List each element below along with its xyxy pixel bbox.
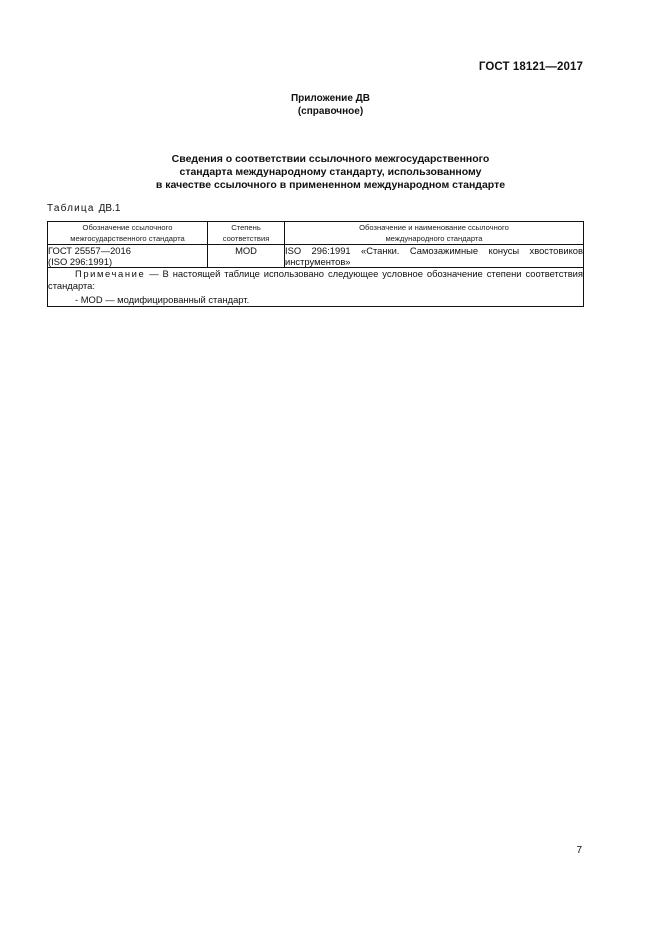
standard-iso-equivalent: (ISO 296:1991): [48, 256, 113, 267]
cell-referenced-standard: [48, 245, 208, 268]
annex-subtitle: (справочное): [297, 106, 364, 117]
column-header-international-standard: [285, 222, 584, 245]
annex-title: Приложение ДВ: [290, 93, 371, 104]
document-code: ГОСТ 18121—2017: [478, 61, 583, 73]
note-text: — В настоящей таблице использовано следующее условное обозначение степени соответствия стандарта:: [48, 268, 583, 291]
column-header-line: Обозначение ссылочного: [82, 223, 173, 232]
annex-heading: [0, 92, 661, 118]
page-number: 7: [576, 845, 582, 856]
column-header-line: Обозначение и наименование ссылочного: [359, 223, 509, 232]
table-caption-label: Таблица: [47, 203, 95, 214]
note-label: Примечание: [75, 268, 146, 279]
note-paragraph: [48, 268, 583, 292]
table-caption: [47, 203, 120, 214]
table-note: [48, 268, 584, 307]
table-caption-number: ДВ.1: [98, 203, 121, 214]
section-title-line-3: в качестве ссылочного в примененном международном стандарте: [155, 179, 506, 191]
table-row: [48, 245, 584, 268]
standard-designation: ГОСТ 25557—2016: [48, 245, 131, 256]
column-header-degree: [208, 222, 285, 245]
column-header-referenced-standard: [48, 222, 208, 245]
note-list-item: - MOD — модифицированный стандарт.: [75, 294, 250, 305]
cell-degree: MOD: [208, 245, 285, 268]
section-title: [0, 153, 661, 192]
table-header-row: [48, 222, 584, 245]
column-header-line: Степень: [231, 223, 261, 232]
section-title-line-2: стандарта международному стандарту, использованному: [179, 166, 482, 178]
correspondence-table: [47, 221, 584, 307]
column-header-line: международного стандарта: [385, 234, 483, 243]
table-note-row: [48, 268, 584, 307]
column-header-line: соответствия: [222, 234, 270, 243]
section-title-line-1: Сведения о соответствии ссылочного межгосударственного: [171, 153, 490, 165]
cell-international-standard: ISO 296:1991 «Станки. Самозажимные конусы хвостовиков инструментов»: [285, 245, 583, 267]
column-header-line: межгосударственного стандарта: [70, 234, 185, 243]
